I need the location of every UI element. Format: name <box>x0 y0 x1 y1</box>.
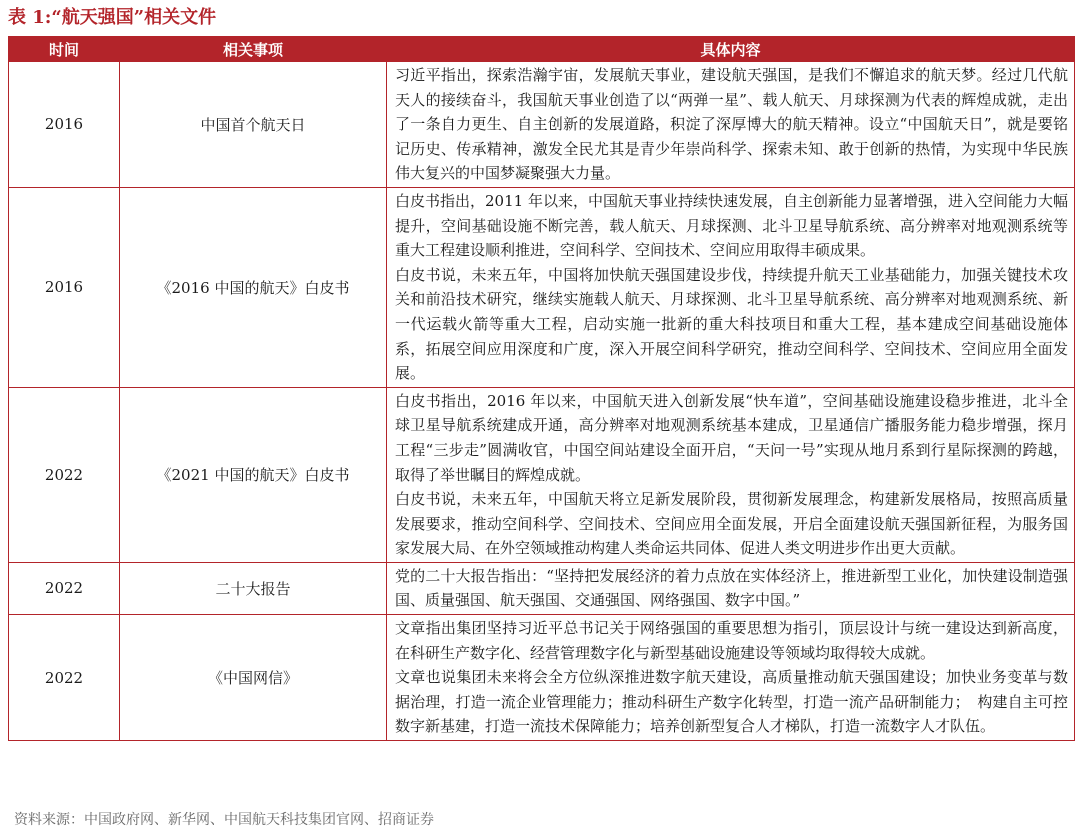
content-cell <box>387 387 1075 562</box>
source-note: 资料来源：中国政府网、新华网、中国航天科技集团官网、招商证券 <box>14 812 434 828</box>
year-cell: 2022 <box>9 615 120 741</box>
year-cell: 2016 <box>9 187 120 387</box>
year-cell: 2022 <box>9 387 120 562</box>
content-paragraph: 习近平指出，探索浩瀚宇宙，发展航天事业，建设航天强国，是我们不懈追求的航天梦。经过几代航天人的接续奋斗，我国航天事业创造了以“两弹一星”、载人航天、月球探测为代表的辉煌成就，走出了一条自力更生、自主创新的发展道路，积淀了深厚博大的航天精神。设立“中国航天日”，就是要铭记历史、传承精神，激发全民尤其是青少年崇尚科学、探索未知、敢于创新的热情，为实现中华民族伟大复兴的中国梦凝聚强大力量。 <box>395 66 1068 183</box>
year-cell: 2022 <box>9 562 120 614</box>
table-title: 表 1:“航天强国”相关文件 <box>8 7 217 28</box>
column-header-content: 具体内容 <box>387 37 1075 62</box>
table-header-row <box>9 37 1075 62</box>
column-header-time: 时间 <box>9 37 120 62</box>
table-row <box>9 387 1075 562</box>
related-documents-table <box>8 36 1075 741</box>
content-paragraph: 白皮书指出，2016 年以来，中国航天进入创新发展“快车道”，空间基础设施建设稳步推进，北斗全球卫星导航系统建成开通，高分辨率对地观测系统基本建成，卫星通信广播服务能力稳步增强，探月工程“三步走”圆满收官，中国空间站建设全面开启，“天问一号”实现从地月系到行星际探测的跨越，取得了举世瞩目的辉煌成就。 <box>395 391 1068 484</box>
item-cell: 《中国网信》 <box>120 615 387 741</box>
content-paragraph: 白皮书说，未来五年，中国航天将立足新发展阶段，贯彻新发展理念，构建新发展格局，按照高质量发展要求，推动空间科学、空间技术、空间应用全面发展，开启全面建设航天强国新征程，为服务国家发展大局、在外空领域推动构建人类命运共同体、促进人类文明进步作出更大贡献。 <box>395 490 1068 558</box>
year-cell: 2016 <box>9 62 120 188</box>
table-row <box>9 62 1075 188</box>
table-row <box>9 615 1075 741</box>
item-cell: 《2016 中国的航天》白皮书 <box>120 187 387 387</box>
content-paragraph: 白皮书指出，2011 年以来，中国航天事业持续快速发展，自主创新能力显著增强，进入空间能力大幅提升，空间基础设施不断完善，载人航天、月球探测、北斗卫星导航系统、高分辨率对地观测系统等重大工程建设顺利推进，空间科学、空间技术、空间应用取得丰硕成果。 <box>395 191 1068 260</box>
content-paragraph: 白皮书说，未来五年，中国将加快航天强国建设步伐，持续提升航天工业基础能力，加强关键技术攻关和前沿技术研究，继续实施载人航天、月球探测、北斗卫星导航系统、高分辨率对地观测系统、新一代运载火箭等重大工程，启动实施一批新的重大科技项目和重大工程，基本建成空间基础设施体系，拓展空间应用深度和广度，深入开展空间科学研究，推动空间科学、空间技术、空间应用全面发展。 <box>395 265 1068 383</box>
content-paragraph: 党的二十大报告指出：“坚持把发展经济的着力点放在实体经济上，推进新型工业化，加快建设制造强国、质量强国、航天强国、交通强国、网络强国、数字中国。” <box>395 566 1068 610</box>
content-cell <box>387 615 1075 741</box>
column-header-item: 相关事项 <box>120 37 387 62</box>
content-cell <box>387 187 1075 387</box>
table-row <box>9 562 1075 614</box>
item-cell: 二十大报告 <box>120 562 387 614</box>
content-paragraph: 文章也说集团未来将会全方位纵深推进数字航天建设，高质量推动航天强国建设；加快业务变革与数据治理，打造一流企业管理能力；推动科研生产数字化转型，打造一流产品研制能力； 构建自主可控数字新基建，打造一流技术保障能力；培养创新型复合人才梯队，打造一流数字人才队伍。 <box>395 668 1068 736</box>
table-row <box>9 187 1075 387</box>
item-cell: 中国首个航天日 <box>120 62 387 188</box>
content-paragraph: 文章指出集团坚持习近平总书记关于网络强国的重要思想为指引，顶层设计与统一建设达到新高度，在科研生产数字化、经营管理数字化与新型基础设施建设等领域均取得较大成就。 <box>395 619 1068 662</box>
content-cell <box>387 562 1075 614</box>
content-cell <box>387 62 1075 188</box>
item-cell: 《2021 中国的航天》白皮书 <box>120 387 387 562</box>
